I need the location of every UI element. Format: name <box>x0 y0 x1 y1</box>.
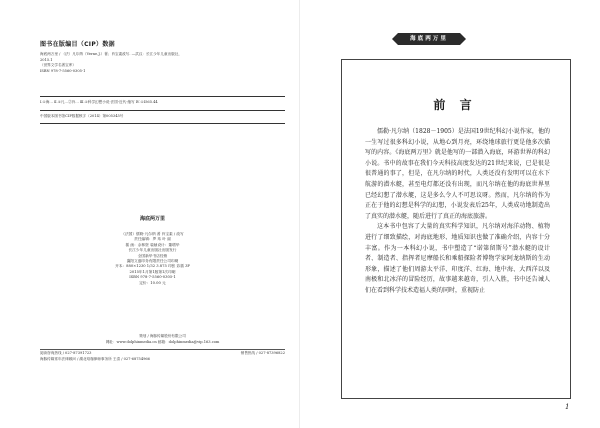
publisher-contact: 网址：www.dolphinmedia.cn 邮箱：dolphinmedia@vip.163.com <box>105 340 220 345</box>
colophon-line: ISBN 978-7-5560-0305-1 <box>129 275 176 280</box>
divider <box>40 123 285 124</box>
publisher-line: 策划 / 海豚传媒股份有限公司 <box>139 334 186 338</box>
colophon-line: 插 画：余林资 装帧设计：董增华 <box>125 242 180 247</box>
page-number: 1 <box>565 403 570 411</box>
cip-heading: 图书在版编目（CIP）数据 <box>40 41 115 48</box>
contact-left: 阅读咨询热线 / 027-87391723 <box>40 351 92 355</box>
contact-row <box>40 356 285 362</box>
preface-paragraph: 儒勒·凡尔纳（1828－1905）是法国19世纪科幻小说作家，他的一生写过很多科幻小说，从地心到月亮，环绕地球旅行更是他多次描写的内容。《海底两万里》就是他写的一部潜入海底，环游世界的科幻小说。书中的故事在我们今天科技高度发达的21世纪来说，已是很是很普通的事了，但是，在凡尔纳的时代，人类还没有发明可以在水下航游的潜水艇，甚至电灯都还没有出现，而凡尔纳在他的海底世界里已经幻想了潜水艇，这是多么令人不可思议呀。然而，凡尔纳的作为正在于他的幻想是科学的幻想，小说发表后25年，人类成功地制造出了真实的潜水艇，随后进行了真正的海底旅游。 <box>365 128 550 220</box>
colophon-line: （法国）儒勒·凡尔纳 著 肖宝素 / 改写 <box>121 232 184 236</box>
colophon-line: 开本：880×1230 1/32 3.875 印张 彩插 3P <box>115 264 190 269</box>
series-header-label: 海底两万里 <box>398 33 460 45</box>
colophon-line: 定价：10.00 元 <box>139 280 166 285</box>
contact-left: 海豚传媒常年法律顾问 / 湖北珞珈律师事务所 王清 / 027-68754966 <box>40 357 150 362</box>
divider <box>40 110 285 111</box>
colophon-line: 全国新华书店经销 <box>137 253 168 258</box>
divider <box>40 96 285 97</box>
colophon-lines <box>40 232 265 286</box>
cip-line: 海底两万里 / （法）凡尔纳（Verne,J.）著；肖宝素改写. —武汉：长江少年儿童出版社， <box>40 52 182 56</box>
preface-title: 前 言 <box>433 98 477 112</box>
cip-line: （世界文学名著宝库） <box>40 63 76 68</box>
preface-paragraph: 这本书中包容了大量的真实科学知识，凡尔纳对海洋动物、植物进行了细致描绘，对海底地形、地质知识也做了准确介绍，内容十分丰富。作为一本科幻小说，书中塑造了“诺第留斯号”潜水艇的设计者、制造者、指挥者尼摩船长和乘船探险者博物学家阿龙纳斯的生动形象，描述了他们周游太平洋、印度洋、红海、地中海、大西洋以及南极和北冰洋的冒险经历，故事越来越奇，引人入胜，书中还告诫人们在看到科学技术造福人类的同时，重视防止 <box>365 223 550 294</box>
colophon-line: 责任编辑：罗 玮 叶 丽 <box>134 237 171 242</box>
cip-line: ISBN 978-7-5560-0305-1 <box>40 68 86 73</box>
cip-record-number: 中国版本图书馆CIP数据核字（2014）第005345号 <box>40 114 124 118</box>
preface-body <box>365 127 550 297</box>
cip-record-lines <box>40 52 285 74</box>
contact-block <box>40 349 285 363</box>
colophon <box>40 215 265 286</box>
colophon-line: 襄阳文盛印务有限责任公司印刷 <box>126 259 179 264</box>
cip-line: 2015.1 <box>40 57 53 62</box>
colophon-line: 2015年1月第1版第1次印刷 <box>129 269 176 274</box>
colophon-book-title: 海底两万里 <box>139 216 165 222</box>
contact-right: 销售热线 / 027-87396822 <box>240 351 285 355</box>
page-fold <box>299 0 300 428</box>
publisher-info <box>40 333 285 345</box>
colophon-line: 长江少年儿童出版社出版发行 <box>128 248 177 253</box>
cip-subjects: Ⅰ.①海… Ⅱ.①凡…②肖… Ⅲ.①科学幻想小说-法国-近代-缩写 Ⅳ.①I565.44 <box>40 100 158 104</box>
